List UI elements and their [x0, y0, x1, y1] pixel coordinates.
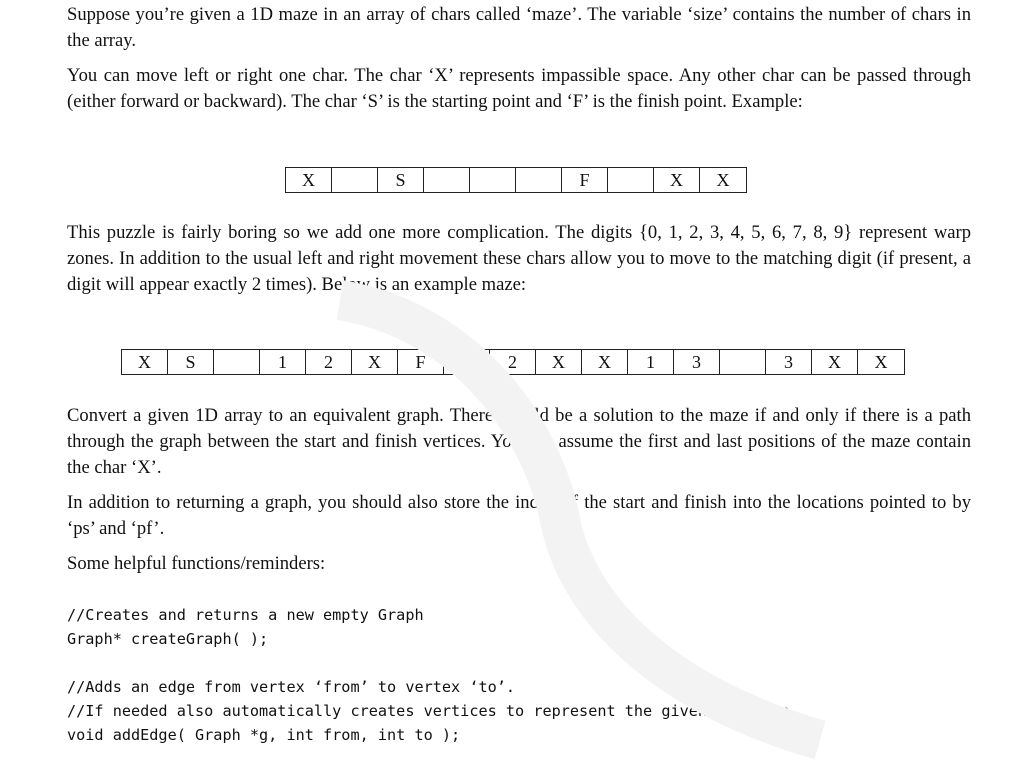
- maze-cell: [516, 168, 562, 192]
- paragraph-helpers: Some helpful functions/reminders:: [67, 553, 326, 574]
- maze-cell: S: [168, 350, 214, 374]
- maze-cell: 2: [490, 350, 536, 374]
- maze-cell: X: [654, 168, 700, 192]
- maze-cell: X: [812, 350, 858, 374]
- maze-cell: X: [352, 350, 398, 374]
- paragraph-warp-zones: This puzzle is fairly boring so we add one more complication. The digits {0, 1, 2, 3, 4, 5, 6, 7, 8, 9} represent warp zones. In addition to the usual left and right movement these chars allow you to move to the matching digit (if present, a digit will appear exactly 2 times). Below is an example maze:: [67, 222, 971, 295]
- maze-cell: X: [874, 352, 888, 372]
- maze-cell: X: [122, 350, 168, 374]
- maze-cell: [444, 350, 490, 374]
- paragraph-convert: Convert a given 1D array to an equivalent graph. There should be a solution to the maze if and only if there is a path through the graph between the start and finish vertices. You can assume the first and last positions of the maze contain the char ‘X’.: [67, 405, 971, 478]
- maze-cell: [214, 350, 260, 374]
- maze-cell: 3: [674, 350, 720, 374]
- maze-cell: S: [378, 168, 424, 192]
- maze-cell: X: [536, 350, 582, 374]
- maze-cell: 1: [260, 350, 306, 374]
- maze-cell: 3: [766, 350, 812, 374]
- example-maze-warp: [121, 349, 905, 375]
- maze-cell: [470, 168, 516, 192]
- code-block-create-graph: //Creates and returns a new empty Graph Graph* createGraph( );: [67, 606, 424, 648]
- maze-cell: X: [582, 350, 628, 374]
- paragraph-indices: In addition to returning a graph, you should also store the index of the start and finish into the locations pointed to by ‘ps’ and ‘pf’.: [67, 492, 971, 539]
- maze-cell: X: [716, 170, 730, 190]
- paragraph-movement: You can move left or right one char. The char ‘X’ represents impassible space. Any other char can be passed through (either forward or backward). The char ‘S’ is the starting point and ‘F’ is the finish point. Example:: [67, 65, 971, 112]
- maze-cell: F: [398, 350, 444, 374]
- maze-cell: F: [562, 168, 608, 192]
- maze-cell: 1: [628, 350, 674, 374]
- maze-cell: 2: [306, 350, 352, 374]
- maze-cell: [424, 168, 470, 192]
- maze-cell: [608, 168, 654, 192]
- maze-cell: [720, 350, 766, 374]
- code-block-add-edge: //Adds an edge from vertex ‘from’ to vertex ‘to’. //If needed also automatically creates vertices to represent the given integers. void addEdge( Graph *g, int from, int to );: [67, 678, 799, 744]
- maze-cell: X: [286, 168, 332, 192]
- paragraph-intro: Suppose you’re given a 1D maze in an array of chars called ‘maze’. The variable ‘size’ contains the number of chars in the array.: [67, 4, 971, 51]
- maze-cell: [332, 168, 378, 192]
- example-maze-simple: [285, 167, 747, 193]
